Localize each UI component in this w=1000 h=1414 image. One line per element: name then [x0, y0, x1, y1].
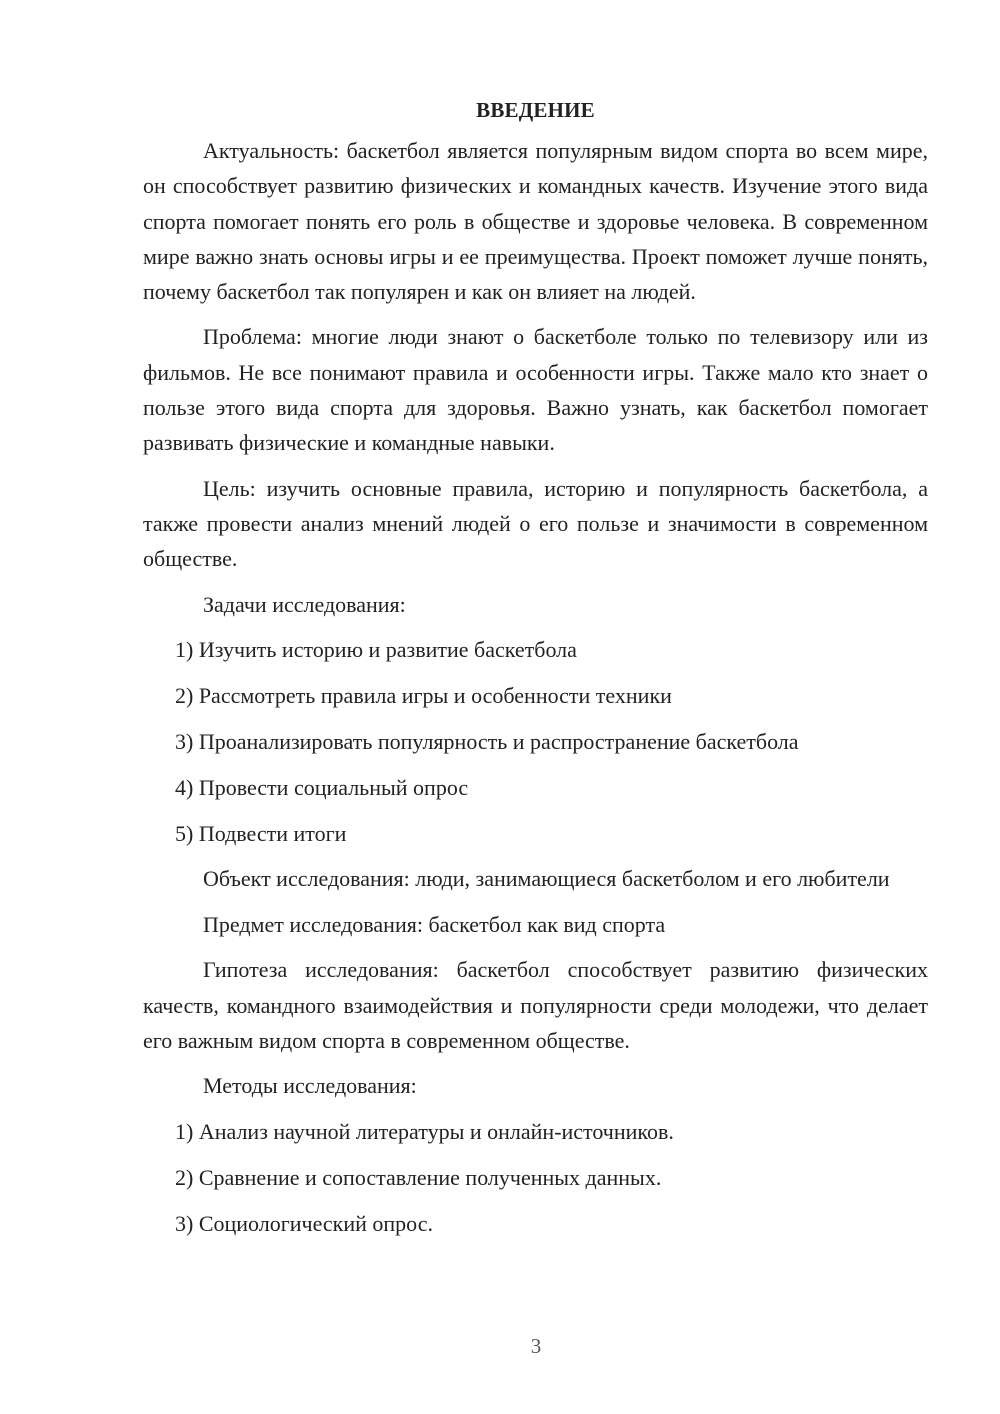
- hypothesis-paragraph: Гипотеза исследования: баскетбол способствует развитию физических качеств, командного взаимодействия и популярности среди молодежи, что делает его важным видом спорта в современном обществе.: [143, 957, 928, 1054]
- task-item: 5) Подвести итоги: [175, 820, 347, 846]
- task-item: 4) Провести социальный опрос: [175, 774, 469, 800]
- page-title: ВВЕДЕНИЕ: [476, 98, 595, 122]
- goal-paragraph: Цель: изучить основные правила, историю и популярность баскетбола, а также провести анализ мнений людей о его пользе и значимости в современном обществе.: [143, 475, 928, 572]
- object-paragraph: Объект исследования: люди, занимающиеся баскетболом и его любители: [203, 866, 890, 892]
- task-item: 1) Изучить историю и развитие баскетбола: [175, 637, 577, 663]
- methods-heading: Методы исследования:: [203, 1073, 417, 1099]
- tasks-list: [143, 632, 928, 850]
- problem-paragraph: Проблема: многие люди знают о баскетболе только по телевизору или из фильмов. Не все понимают правила и особенности игры. Также мало кто знает о пользе этого вида спорта для здоровья. Важно узнать, как баскетбол помогает развивать физические и командные навыки.: [143, 324, 928, 456]
- tasks-heading: Задачи исследования:: [203, 591, 406, 617]
- page-number: 3: [530, 1334, 542, 1358]
- method-item: 2) Сравнение и сопоставление полученных данных.: [175, 1164, 662, 1190]
- methods-list: [143, 1114, 928, 1241]
- task-item: 2) Рассмотреть правила игры и особенности техники: [175, 683, 672, 709]
- relevance-paragraph: Актуальность: баскетбол является популярным видом спорта во всем мире, он способствует развитию физических и командных качеств. Изучение этого вида спорта помогает понять его роль в обществе и здоровье человека. В современном мире важно знать основы игры и ее преимущества. Проект поможет лучше понять, почему баскетбол так популярен и как он влияет на людей.: [143, 138, 928, 305]
- subject-paragraph: Предмет исследования: баскетбол как вид спорта: [203, 911, 666, 937]
- task-item: 3) Проанализировать популярность и распространение баскетбола: [175, 728, 799, 754]
- method-item: 3) Социологический опрос.: [175, 1210, 433, 1236]
- page-content: [143, 95, 928, 1252]
- method-item: 1) Анализ научной литературы и онлайн-источников.: [175, 1119, 674, 1145]
